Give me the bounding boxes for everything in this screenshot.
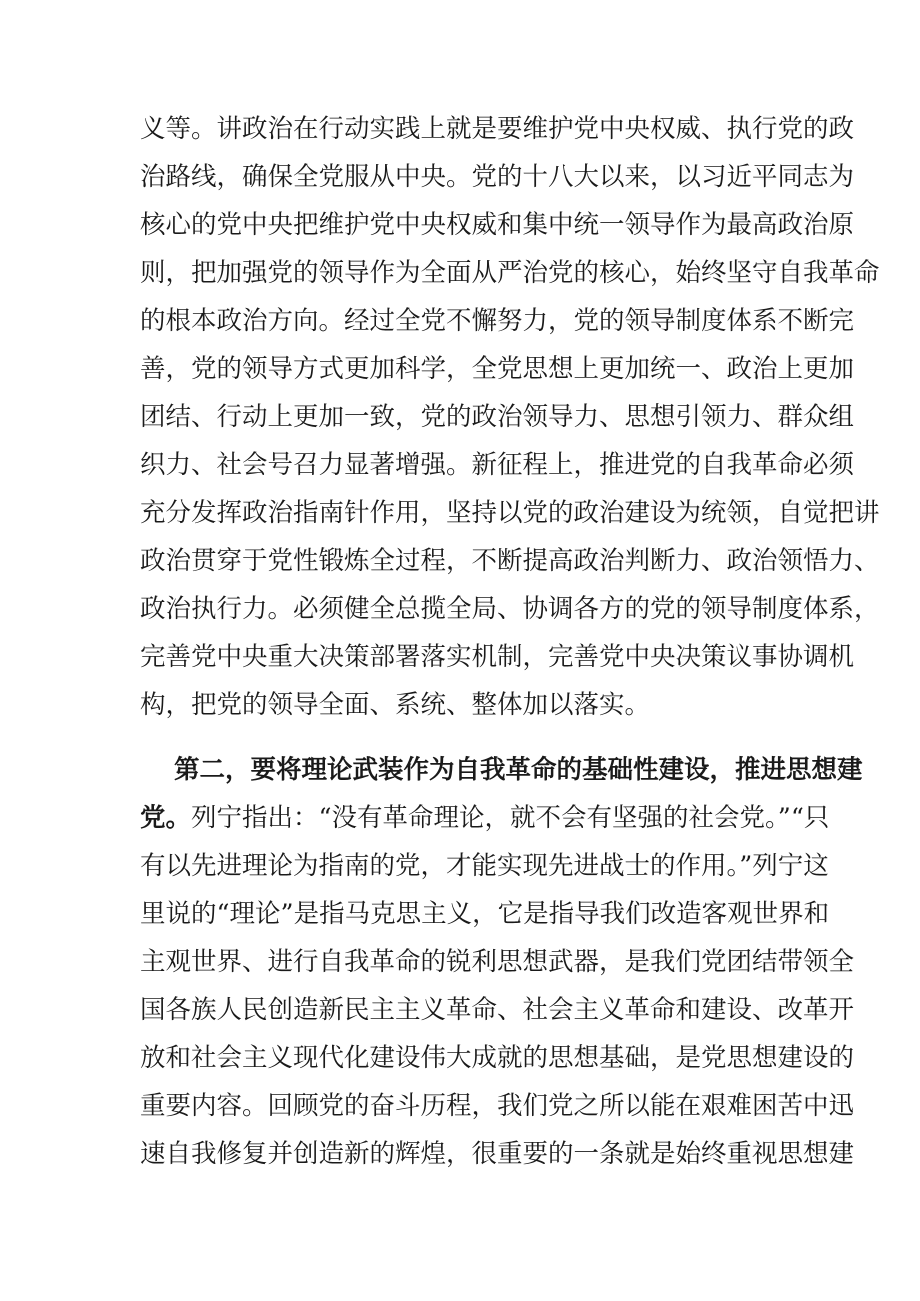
paragraph-2-line-5: 主观世界、进行自我革命的锐利思想武器，是我们党团结带领全 [140,947,855,977]
paragraph-1-line-2: 治路线，确保全党服从中央。党的十八大以来，以习近平同志为 [140,162,855,192]
paragraph-1-line-5: 的根本政治方向。经过全党不懈努力，党的领导制度体系不断完 [140,306,855,336]
paragraph-1-line-1: 义等。讲政治在行动实践上就是要维护党中央权威、执行党的政 [140,114,855,144]
paragraph-1-line-10: 政治贯穿于党性锻炼全过程，不断提高政治判断力、政治领悟力、 [140,546,880,576]
paragraph-1-line-4: 则，把加强党的领导作为全面从严治党的核心，始终坚守自我革命 [140,258,880,288]
paragraph-1-line-12: 完善党中央重大决策部署落实机制，完善党中央决策议事协调机 [140,642,855,672]
section-heading-line: 第二，要将理论武装作为自我革命的基础性建设，推进思想建 [174,755,863,785]
paragraph-2-line-2 [140,801,830,835]
paragraph-1-line-3: 核心的党中央把维护党中央权威和集中统一领导作为最高政治原 [140,210,855,240]
paragraph-2-line-8: 重要内容。回顾党的奋斗历程，我们党之所以能在艰难困苦中迅 [140,1091,855,1121]
paragraph-1-line-7: 团结、行动上更加一致，党的政治领导力、思想引领力、群众组 [140,402,855,432]
paragraph-2-line-9: 速自我修复并创造新的辉煌，很重要的一条就是始终重视思想建 [140,1139,855,1169]
paragraph-2-line-2-text: 列宁指出：“没有革命理论，就不会有坚强的社会党。”“只 [191,803,830,833]
paragraph-1-line-6: 善，党的领导方式更加科学，全党思想上更加统一、政治上更加 [140,354,855,384]
paragraph-1-line-8: 织力、社会号召力显著增强。新征程上，推进党的自我革命必须 [140,450,855,480]
paragraph-1-line-11: 政治执行力。必须健全总揽全局、协调各方的党的领导制度体系， [140,594,880,624]
paragraph-2-line-4: 里说的“理论”是指马克思主义，它是指导我们改造客观世界和 [140,899,830,929]
paragraph-2-line-7: 放和社会主义现代化建设伟大成就的思想基础，是党思想建设的 [140,1043,855,1073]
paragraph-1-line-13: 构，把党的领导全面、系统、整体加以落实。 [140,690,651,720]
paragraph-1-line-9: 充分发挥政治指南针作用，坚持以党的政治建设为统领，自觉把讲 [140,498,880,528]
paragraph-2-line-3: 有以先进理论为指南的党，才能实现先进战士的作用。”列宁这 [140,851,829,881]
section-heading-end: 党。 [140,803,192,833]
paragraph-2-line-6: 国各族人民创造新民主主义革命、社会主义革命和建设、改革开 [140,995,855,1025]
